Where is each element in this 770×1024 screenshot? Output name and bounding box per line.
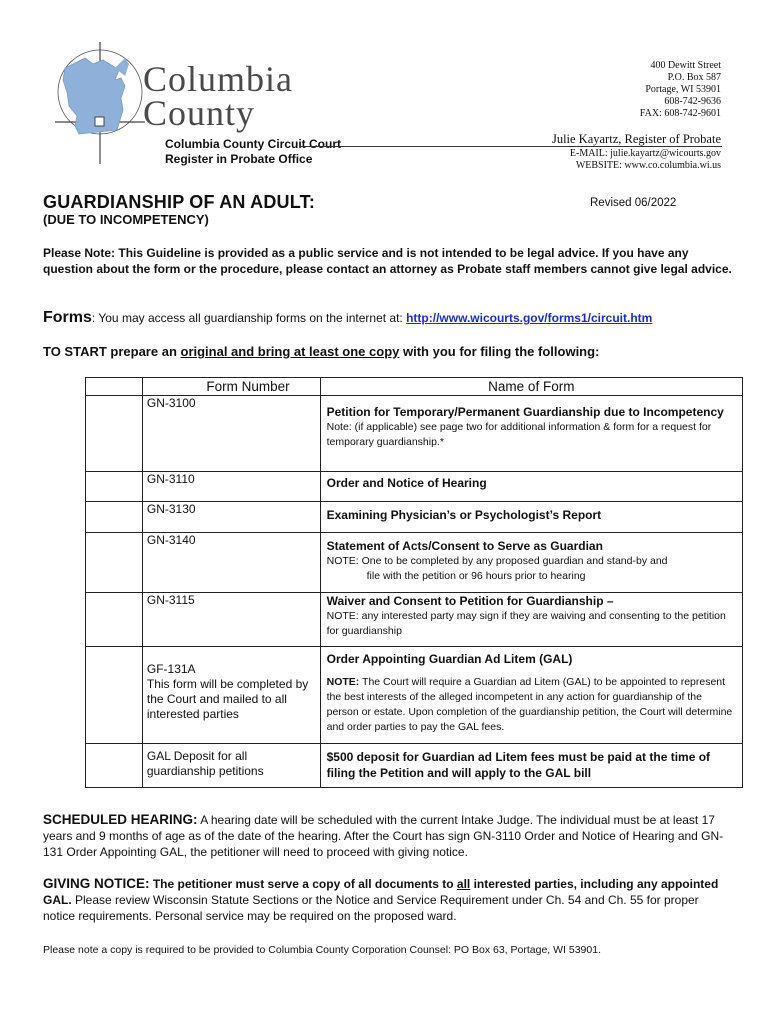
- to-start-pre: TO START prepare an: [43, 344, 181, 359]
- giving-notice-text: Please review Wisconsin Statute Sections or the Notice and Service Requirement under Ch. 54 and Ch. 55 for proper notice requirements. Personal service may be required on the proposed ward.: [43, 893, 699, 923]
- document-title-text: GUARDIANSHIP OF AN ADULT: [43, 192, 309, 212]
- giving-notice-bold-pre: The petitioner must serve a copy of all documents to: [149, 877, 457, 891]
- forms-text: : You may access all guardianship forms on the internet at:: [91, 311, 407, 325]
- table-cell-blank: [86, 744, 143, 788]
- form-name-cell: [320, 472, 742, 502]
- form-note-continued: file with the petition or 96 hours prior to hearing: [366, 570, 586, 582]
- form-name-cell: [320, 533, 742, 593]
- form-name-cell: [320, 647, 742, 744]
- form-note: NOTE: One to be completed by any proposed guardian and stand-by and: [326, 555, 668, 567]
- table-row: [86, 533, 743, 593]
- document-title: [43, 192, 315, 213]
- form-number: GF-131A: [146, 662, 196, 676]
- address-pobox: P.O. Box 587: [667, 72, 721, 83]
- table-cell-blank: [86, 593, 143, 647]
- giving-notice-bold-post: interested parties, including any appointed GAL.: [43, 877, 719, 907]
- scheduled-hearing-text: A hearing date will be scheduled with the current Intake Judge. The individual must be at least 17 years and 9 months of age as of the date of the hearing. After the Court has sign GN-3110 Order and Notice of Hearing and GN-131 Order Appointing GAL, the petitioner will need to proceed with giving notice.: [43, 813, 724, 859]
- giving-notice-section: [43, 876, 733, 924]
- office-address: [640, 60, 721, 120]
- court-name: [165, 137, 341, 167]
- form-note-label: NOTE:: [326, 676, 360, 688]
- scheduled-hearing-section: [43, 812, 733, 860]
- contact-info: [570, 148, 721, 172]
- form-number: GAL Deposit for all guardianship petitions: [146, 749, 264, 778]
- form-name-cell: [320, 744, 742, 788]
- form-name: Statement of Acts/Consent to Serve as Guardian: [326, 539, 603, 553]
- office-name-line: Register in Probate Office: [165, 152, 313, 166]
- table-row: [86, 593, 743, 647]
- form-number: GN-3110: [142, 472, 320, 502]
- to-start-post: with you for filing the following:: [399, 344, 600, 359]
- form-note-text: The Court will require a Guardian ad Litem (GAL) to be appointed to represent the best interests of the alleged incompetent in any action for guardianship of the person or estate. Upon completion of the guardianship petition, the Court will determine and order parties to pay the GAL fees.: [326, 676, 733, 733]
- table-cell-blank: [86, 472, 143, 502]
- table-cell-blank: [86, 502, 143, 533]
- address-phone: 608-742-9636: [664, 96, 721, 107]
- form-note: NOTE: any interested party may sign if they are waiving and consenting to the petition for guardianship: [326, 610, 726, 637]
- form-number: GN-3130: [142, 502, 320, 533]
- to-start-instructions: [43, 344, 599, 359]
- table-header-name-of-form: Name of Form: [320, 378, 742, 396]
- forms-label: Forms: [43, 309, 92, 326]
- scheduled-hearing-label: SCHEDULED HEARING:: [43, 812, 198, 827]
- table-header-form-number: Form Number: [142, 378, 320, 396]
- contact-website: WEBSITE: www.co.columbia.wi.us: [575, 160, 721, 171]
- form-name-cell: [320, 502, 742, 533]
- document-title-colon: :: [308, 192, 316, 212]
- logo-text-columbia: Columbia: [143, 59, 293, 99]
- form-name: Waiver and Consent to Petition for Guardianship –: [326, 594, 614, 608]
- form-number-cell: [142, 744, 320, 788]
- corporation-counsel-note: Please note a copy is required to be provided to Columbia County Corporation Counsel: PO Box 63, Portage, WI 53901.: [43, 944, 601, 956]
- table-cell-blank: [86, 647, 143, 744]
- form-note: [327, 675, 736, 735]
- table-row: [86, 744, 743, 788]
- table-cell-blank: [86, 533, 143, 593]
- table-row: [86, 472, 743, 502]
- document-subtitle: (DUE TO INCOMPETENCY): [43, 212, 209, 227]
- address-city: Portage, WI 53901: [645, 84, 721, 95]
- revised-date: Revised 06/2022: [590, 197, 677, 209]
- form-number: GN-3100: [142, 396, 320, 472]
- form-name-cell: [320, 593, 742, 647]
- register-of-probate: Julie Kayartz, Register of Probate: [551, 132, 721, 146]
- forms-table: [85, 377, 743, 788]
- forms-info: [43, 309, 652, 327]
- legal-disclaimer: Please Note: This Guideline is provided as a public service and is not intended to be legal advice. If you have any question about the form or the procedure, please contact an attorney as Probate staff members cannot give legal advice.: [43, 246, 732, 276]
- form-name: Petition for Temporary/Permanent Guardianship due to Incompetency: [326, 405, 724, 419]
- table-row: [86, 396, 743, 472]
- form-number-note: This form will be completed by the Court and mailed to all interested parties: [146, 677, 309, 721]
- wisconsin-map-compass-icon: [55, 40, 145, 168]
- logo-text-county: County: [143, 93, 256, 133]
- table-header-row: [86, 378, 743, 396]
- form-name: Order Appointing Guardian Ad Litem (GAL): [326, 652, 573, 666]
- giving-notice-bold-underlined: all: [456, 877, 471, 891]
- form-number: GN-3140: [142, 533, 320, 593]
- table-header-blank: [86, 378, 143, 396]
- table-row: [86, 502, 743, 533]
- form-name: $500 deposit for Guardian ad Litem fees must be paid at the time of filing the Petition and will apply to the GAL bill: [326, 750, 711, 780]
- form-name-cell: [320, 396, 742, 472]
- giving-notice-label: GIVING NOTICE:: [43, 876, 150, 891]
- contact-email: E-MAIL: julie.kayartz@wicourts.gov: [569, 148, 721, 159]
- court-name-line: Columbia County Circuit Court: [165, 137, 341, 151]
- form-number-cell: [142, 647, 320, 744]
- address-street: 400 Dewitt Street: [650, 60, 721, 71]
- form-name: Examining Physician’s or Psychologist’s Report: [326, 508, 602, 522]
- table-cell-blank: [86, 396, 143, 472]
- form-number: GN-3115: [142, 593, 320, 647]
- form-name: Order and Notice of Hearing: [326, 476, 487, 490]
- address-fax: FAX: 608-742-9601: [639, 108, 721, 119]
- forms-link[interactable]: http://www.wicourts.gov/forms1/circuit.htm: [406, 311, 653, 325]
- table-row: [86, 647, 743, 744]
- to-start-underlined: original and bring at least one copy: [180, 344, 400, 359]
- form-note: Note: (if applicable) see page two for additional information & form for a request for temporary guardianship.*: [326, 421, 712, 448]
